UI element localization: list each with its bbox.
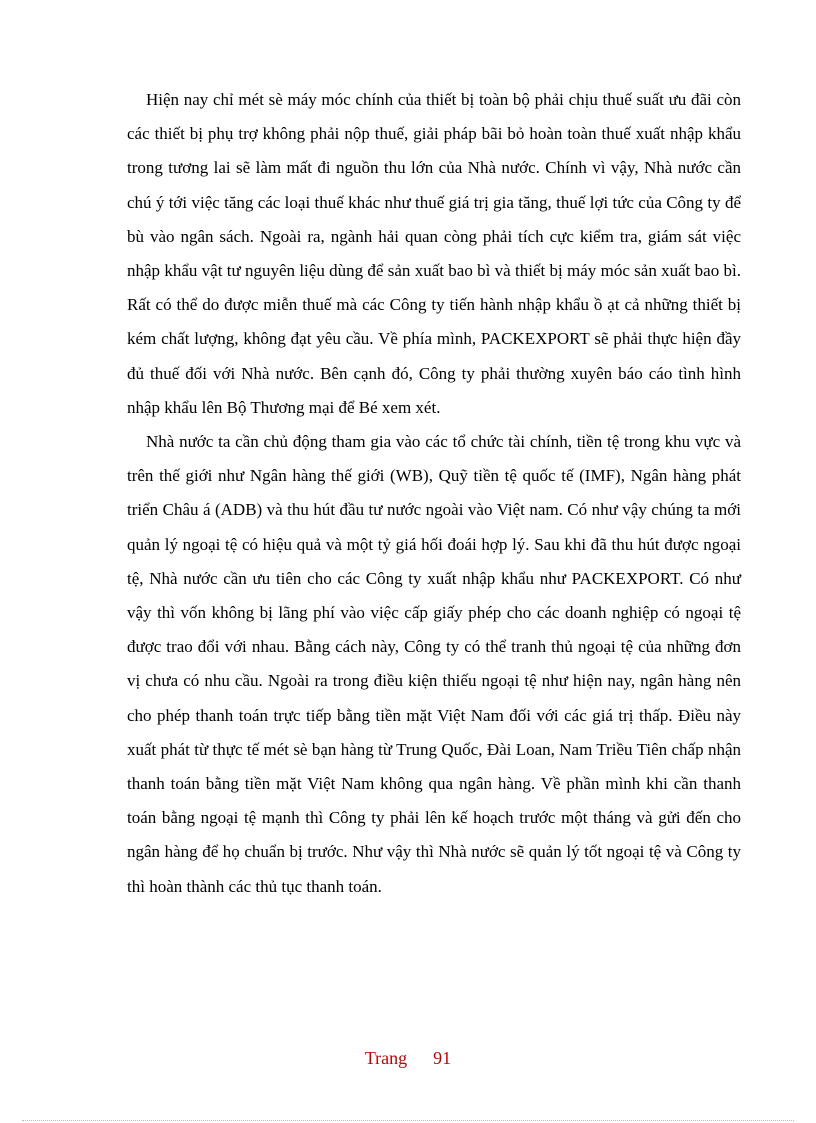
page-number: 91 — [433, 1048, 452, 1068]
body-text — [127, 83, 741, 904]
page-footer — [0, 1048, 816, 1069]
bottom-divider — [22, 1120, 794, 1121]
paragraph-2: Nhà nước ta cần chủ động tham gia vào các tổ chức tài chính, tiền tệ trong khu vực và trên thế giới như Ngân hàng thế giới (WB), Quỹ tiền tệ quốc tế (IMF), Ngân hàng phát triển Châu á (ADB) và thu hút đầu tư nước ngoài vào Việt nam. Có như vậy chúng ta mới quản lý ngoại tệ có hiệu quả và một tỷ giá hối đoái hợp lý. Sau khi đã thu hút được ngoại tệ, Nhà nước cần ưu tiên cho các Công ty xuất nhập khẩu như PACKEXPORT. Có như vậy thì vốn không bị lãng phí vào việc cấp giấy phép cho các doanh nghiệp có ngoại tệ được trao đổi với nhau. Bằng cách này, Công ty có thể tranh thủ ngoại tệ của những đơn vị chưa có nhu cầu. Ngoài ra trong điều kiện thiếu ngoại tệ như hiện nay, ngân hàng nên cho phép thanh toán trực tiếp bằng tiền mặt Việt Nam đối với các giá trị thấp. Điều này xuất phát từ thực tế mét sè bạn hàng từ Trung Quốc, Đài Loan, Nam Triều Tiên chấp nhận thanh toán bằng tiền mặt Việt Nam không qua ngân hàng. Về phần mình khi cần thanh toán bằng ngoại tệ mạnh thì Công ty phải lên kế hoạch trước một tháng và gửi đến cho ngân hàng để họ chuẩn bị trước. Như vậy thì Nhà nước sẽ quản lý tốt ngoại tệ và Công ty thì hoàn thành các thủ tục thanh toán. — [127, 432, 741, 896]
paragraph-1: Hiện nay chỉ mét sè máy móc chính của thiết bị toàn bộ phải chịu thuế suất ưu đãi còn các thiết bị phụ trợ không phải nộp thuế, giải pháp bãi bỏ hoàn toàn thuế xuất nhập khẩu trong tương lai sẽ làm mất đi nguồn thu lớn của Nhà nước. Chính vì vậy, Nhà nước cần chú ý tới việc tăng các loại thuế khác như thuế giá trị gia tăng, thuế lợi tức của Công ty để bù vào ngân sách. Ngoài ra, ngành hải quan còng phải tích cực kiểm tra, giám sát việc nhập khẩu vật tư nguyên liệu dùng để sản xuất bao bì và thiết bị máy móc sản xuất bao bì. Rất có thể do được miễn thuế mà các Công ty tiến hành nhập khẩu ồ ạt cả những thiết bị kém chất lượng, không đạt yêu cầu. Về phía mình, PACKEXPORT sẽ phải thực hiện đầy đủ thuế đối với Nhà nước. Bên cạnh đó, Công ty phải thường xuyên báo cáo tình hình nhập khẩu lên Bộ Thương mại để Bé xem xét. — [127, 90, 741, 417]
page-label: Trang — [364, 1048, 408, 1068]
